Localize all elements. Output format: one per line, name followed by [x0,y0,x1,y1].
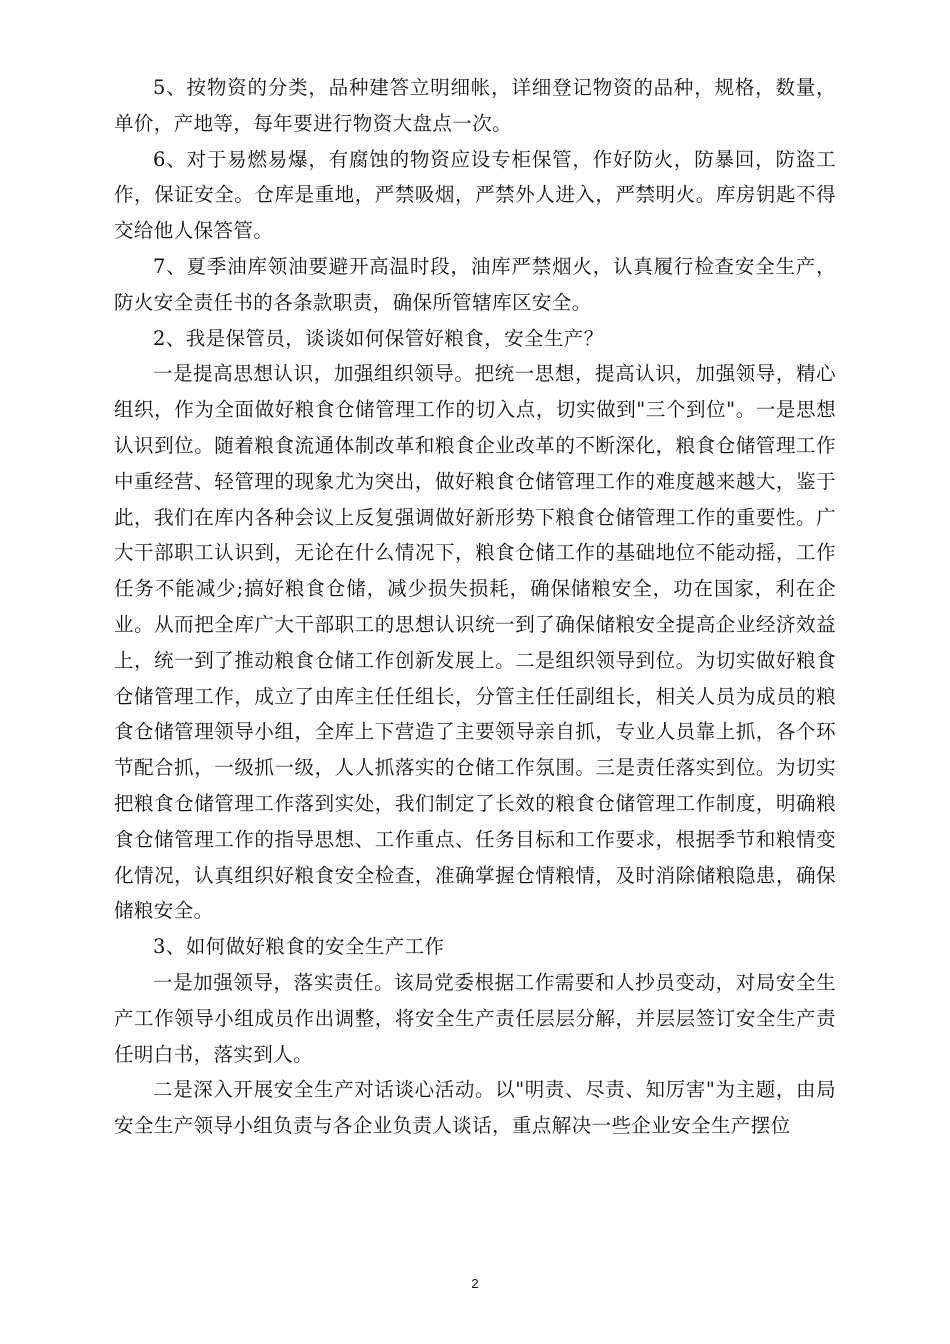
paragraph-section-3-body-2: 二是深入开展安全生产对话谈心活动。以"明责、尽责、知厉害"为主题，由局安全生产领导小组负责与各企业负责人谈话，重点解决一些企业安全生产摆位 [114,1078,836,1138]
paragraph-item-5: 5、按物资的分类，品种建答立明细帐，详细登记物资的品种，规格，数量，单价，产地等，每年要进行物资大盘点一次。 [114,76,836,135]
page-number: 2 [471,1276,479,1291]
section-heading-3: 3、如何做好粮食的安全生产工作 [153,935,445,959]
paragraph-section-2-body: 一是提高思想认识，加强组织领导。把统一思想，提高认识，加强领导，精心组织，作为全面做好粮食仓储管理工作的切入点，切实做到"三个到位"。一是思想认识到位。随着粮食流通体制改革和粮食企业改革的不断深化，粮食仓储管理工作中重经营、轻管理的现象尤为突出，做好粮食仓储管理工作的难度越来越大，鉴于此，我们在库内各种会议上反复强调做好新形势下粮食仓储管理工作的重要性。广大干部职工认识到，无论在什么情况下，粮食仓储工作的基础地位不能动摇，工作任务不能减少;搞好粮食仓储，减少损失损耗，确保储粮安全，功在国家，利在企业。从而把全库广大干部职工的思想认识统一到了确保储粮安全提高企业经济效益上，统一到了推动粮食仓储工作创新发展上。二是组织领导到位。为切实做好粮食仓储管理工作，成立了由库主任任组长，分管主任任副组长，相关人员为成员的粮食仓储管理领导小组，全库上下营造了主要领导亲自抓，专业人员靠上抓，各个环节配合抓，一级抓一级，人人抓落实的仓储工作氛围。三是责任落实到位。为切实把粮食仓储管理工作落到实处，我们制定了长效的粮食仓储管理工作制度，明确粮食仓储管理工作的指导思想、工作重点、任务目标和工作要求，根据季节和粮情变化情况，认真组织好粮食安全检查，准确掌握仓情粮情，及时消除储粮隐患，确保储粮安全。 [114,362,836,923]
document-body [114,70,836,1144]
paragraph-item-6: 6、对于易燃易爆，有腐蚀的物资应设专柜保管，作好防火，防暴回，防盗工作，保证安全。仓库是重地，严禁吸烟，严禁外人进入，严禁明火。库房钥匙不得交给他人保答管。 [114,147,836,243]
paragraph-section-3-body-1: 一是加强领导，落实责任。该局党委根据工作需要和人抄员变动，对局安全生产工作领导小组成员作出调整，将安全生产责任层层分解，并层层签订安全生产责任明白书，落实到人。 [114,970,836,1066]
section-heading-2: 2、我是保管员，谈谈如何保管好粮食，安全生产？ [153,326,604,350]
paragraph-item-7: 7、夏季油库领油要避开高温时段，油库严禁烟火，认真履行检查安全生产，防火安全责任书的各条款职责，确保所管辖库区安全。 [114,254,836,314]
